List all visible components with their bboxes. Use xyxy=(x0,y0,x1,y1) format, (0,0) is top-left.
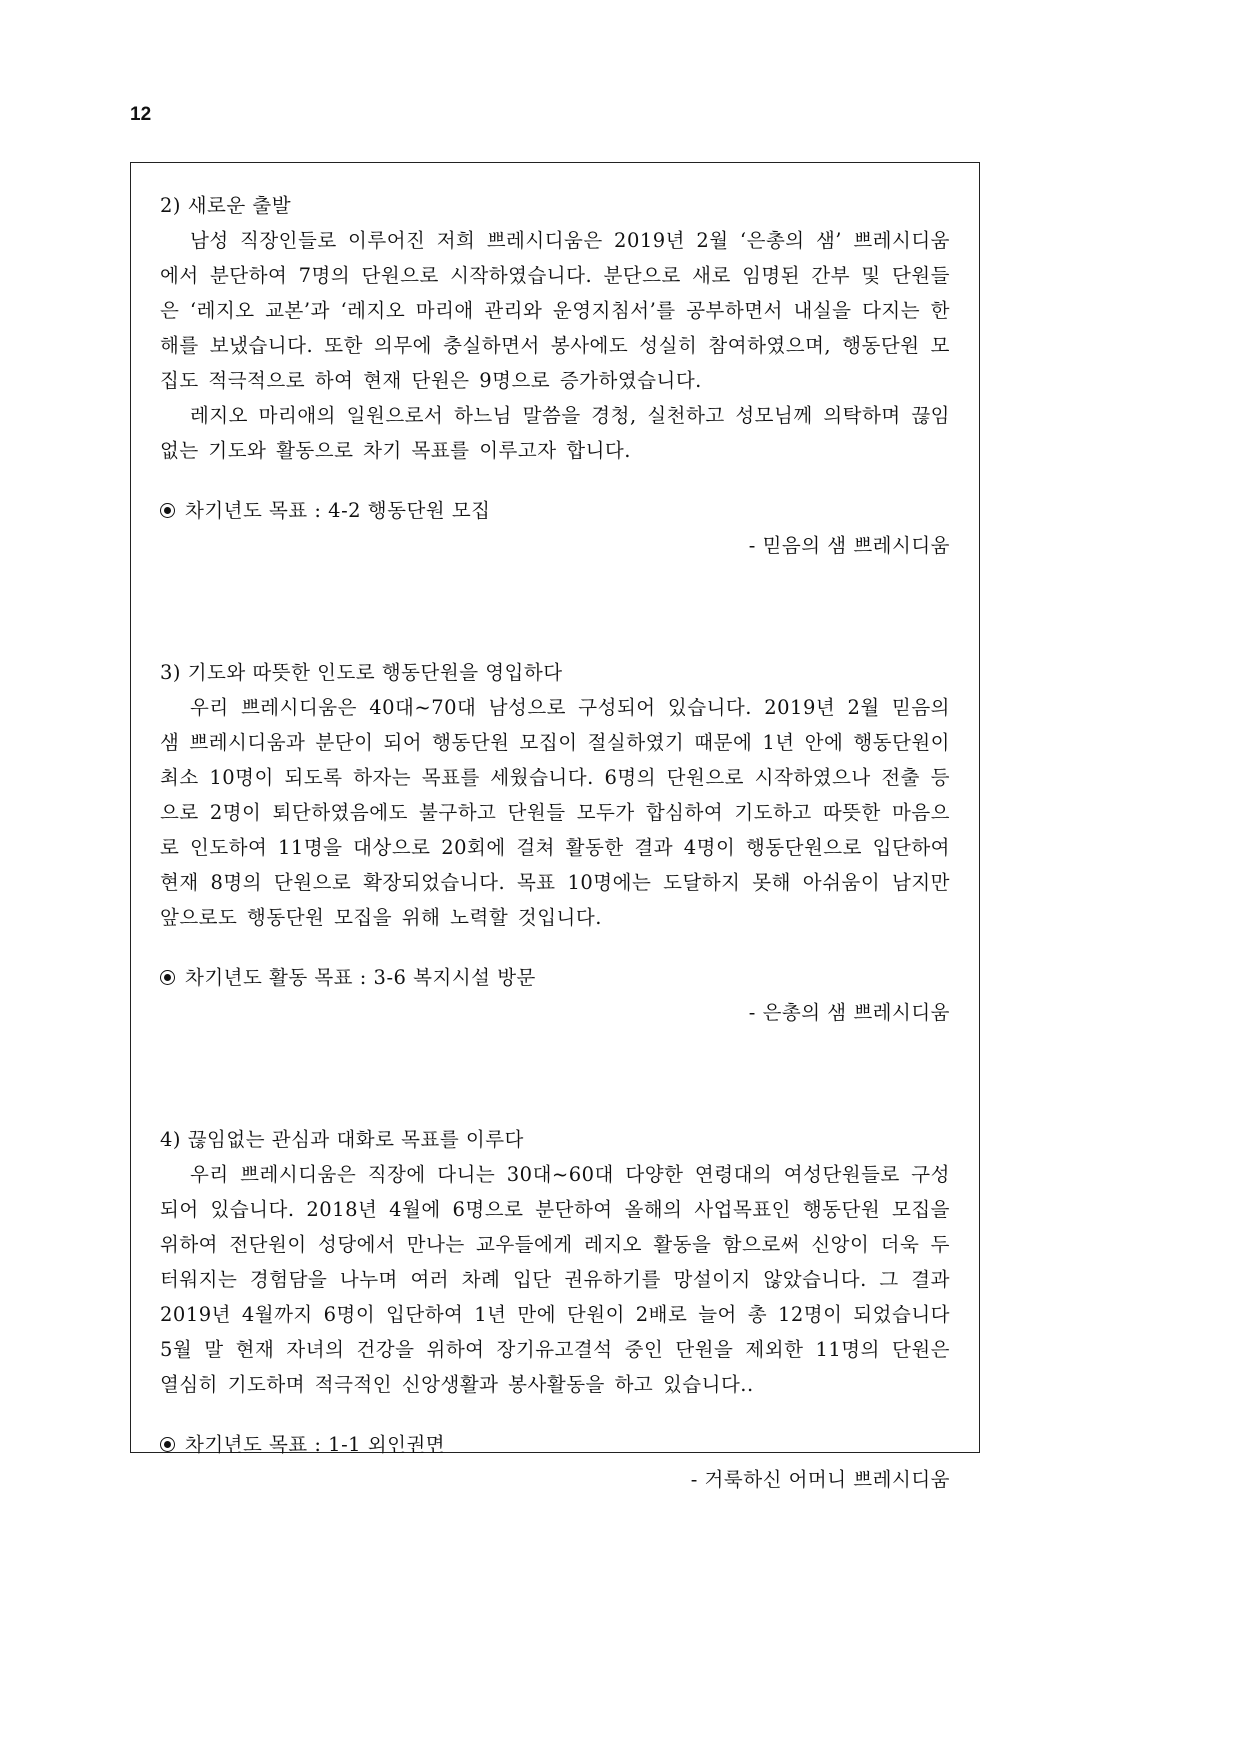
signature: - 거룩하신 어머니 쁘레시디움 xyxy=(690,1468,950,1491)
goal-text: 차기년도 목표 : 4-2 행동단원 모집 xyxy=(185,499,491,522)
paragraph: 레지오 마리애의 일원으로서 하느님 말씀을 경청, 실천하고 성모님께 의탁하며 끊임없는 기도와 활동으로 차기 목표를 이루고자 합니다. xyxy=(160,404,950,462)
signature: - 은총의 샘 쁘레시디움 xyxy=(748,1001,950,1024)
paragraph: 우리 쁘레시디움은 직장에 다니는 30대~60대 다양한 연령대의 여성단원들로 구성되어 있습니다. 2018년 4월에 6명으로 분단하여 올해의 사업목표인 행동단원 모집을 위하여 전단원이 성당에서 만나는 교우들에게 레지오 활동을 함으로써 신앙이 더욱 두터워지는 경험담을 나누며 여러 차례 입단 권유하기를 망설이지 않았습니다. 그 결과 2019년 4월까지 6명이 입단하여 1년 만에 단원이 2배로 늘어 총 12명이 되었습니다 5월 말 현재 자녀의 건강을 위하여 장기유고결석 중인 단원을 제외한 11명의 단원은 열심히 기도하며 적극적인 신앙생활과 봉사활동을 하고 있습니다.. xyxy=(160,1163,950,1396)
paragraph: 우리 쁘레시디움은 40대~70대 남성으로 구성되어 있습니다. 2019년 2월 믿음의 샘 쁘레시디움과 분단이 되어 행동단원 모집이 절실하였기 때문에 1년 안에 행동단원이 최소 10명이 되도록 하자는 목표를 세웠습니다. 6명의 단원으로 시작하였으나 전출 등으로 2명이 퇴단하였음에도 불구하고 단원들 모두가 합심하여 기도하고 따뜻한 마음으로 인도하여 11명을 대상으로 20회에 걸쳐 활동한 결과 4명이 행동단원으로 입단하여 현재 8명의 단원으로 확장되었습니다. 목표 10명에는 도달하지 못해 아쉬움이 남지만 앞으로도 행동단원 모집을 위해 노력할 것입니다. xyxy=(160,696,950,929)
section-prayer-guidance xyxy=(160,655,950,1030)
next-year-goal xyxy=(160,493,950,528)
document-body xyxy=(160,188,950,1497)
section-title: 4) 끊임없는 관심과 대화로 목표를 이루다 xyxy=(160,1128,524,1151)
next-year-goal xyxy=(160,960,950,995)
goal-text: 차기년도 목표 : 1-1 외인권면 xyxy=(185,1433,446,1456)
section-title: 3) 기도와 따뜻한 인도로 행동단원을 영입하다 xyxy=(160,661,563,684)
page-number: 12 xyxy=(130,104,152,125)
paragraph: 남성 직장인들로 이루어진 저희 쁘레시디움은 2019년 2월 ‘은총의 샘’ 쁘레시디움에서 분단하여 7명의 단원으로 시작하였습니다. 분단으로 새로 임명된 간부 및 단원들은 ‘레지오 교본’과 ‘레지오 마리애 관리와 운영지침서’를 공부하면서 내실을 다지는 한 해를 보냈습니다. 또한 의무에 충실하면서 봉사에도 성실히 참여하였으며, 행동단원 모집도 적극적으로 하여 현재 단원은 9명으로 증가하였습니다. xyxy=(160,229,950,392)
circle-bullet-icon xyxy=(160,1437,175,1452)
section-constant-care xyxy=(160,1122,950,1497)
goal-text: 차기년도 활동 목표 : 3-6 복지시설 방문 xyxy=(185,966,536,989)
circle-bullet-icon xyxy=(160,503,175,518)
section-title: 2) 새로운 출발 xyxy=(160,194,292,217)
circle-bullet-icon xyxy=(160,970,175,985)
signature: - 믿음의 샘 쁘레시디움 xyxy=(748,534,950,557)
section-new-start xyxy=(160,188,950,563)
next-year-goal xyxy=(160,1427,950,1462)
